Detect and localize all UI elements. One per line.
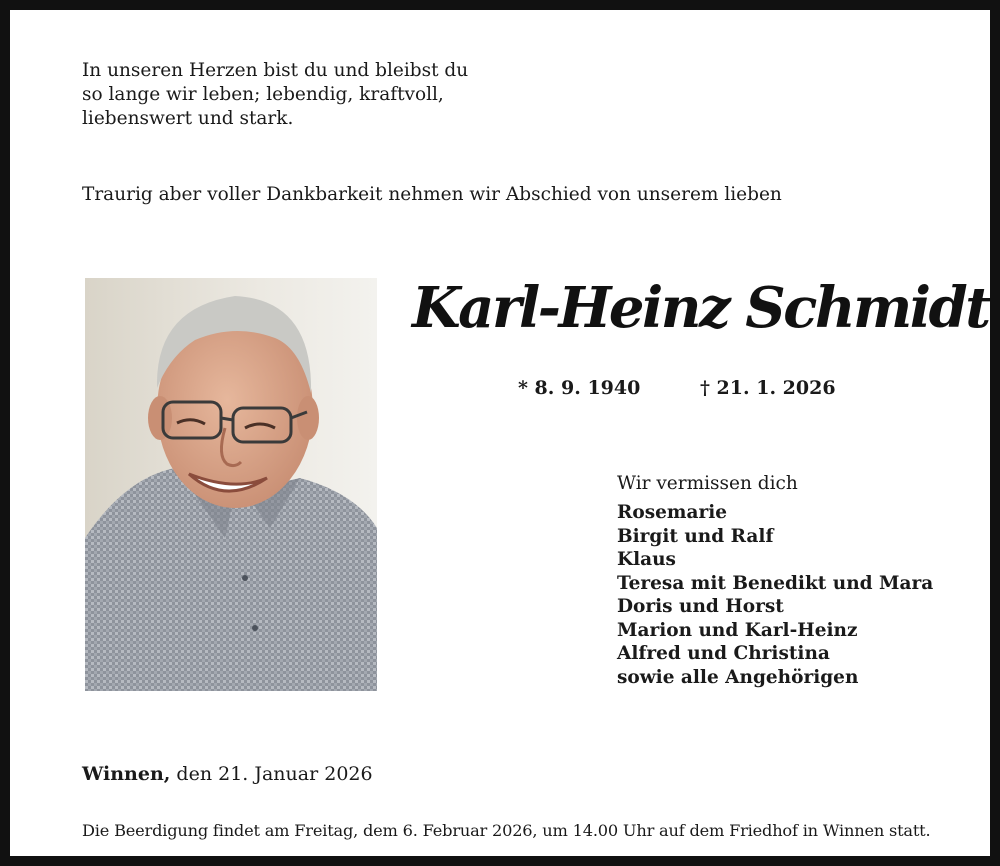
poem-line: so lange wir leben; lebendig, kraftvoll, [82, 84, 444, 105]
funeral-notice: Die Beerdigung findet am Freitag, dem 6. Februar 2026, um 14.00 Uhr auf dem Friedhof in Winnen statt. [82, 821, 931, 840]
mourner-name: sowie alle Angehörigen [617, 666, 859, 688]
mourners-lead: Wir vermissen dich [617, 473, 798, 494]
portrait-photo [85, 278, 377, 691]
mourner-name: Alfred und Christina [617, 643, 830, 664]
notice-date: den 21. Januar 2026 [176, 763, 373, 785]
place-and-date [82, 762, 373, 786]
mourners-list [617, 472, 933, 689]
place: Winnen, [82, 763, 171, 785]
mourner-name: Doris und Horst [617, 596, 784, 617]
mourner-name: Klaus [617, 549, 676, 570]
mourner-name: Birgit und Ralf [617, 525, 774, 547]
poem-line: liebenswert und stark. [82, 108, 294, 129]
mourner-name: Rosemarie [617, 502, 728, 523]
mourner-name: Teresa mit Benedikt und Mara [617, 572, 934, 594]
mourner-name: Marion und Karl-Heinz [617, 619, 858, 641]
poem-line: In unseren Herzen bist du und bleibst du [82, 60, 469, 81]
death-date: † 21. 1. 2026 [700, 377, 836, 399]
deceased-name: Karl-Heinz Schmidt [412, 275, 989, 341]
memorial-poem [82, 59, 468, 131]
intro-text: Traurig aber voller Dankbarkeit nehmen wir Abschied von unserem lieben [82, 184, 782, 205]
birth-date: * 8. 9. 1940 [518, 377, 641, 399]
